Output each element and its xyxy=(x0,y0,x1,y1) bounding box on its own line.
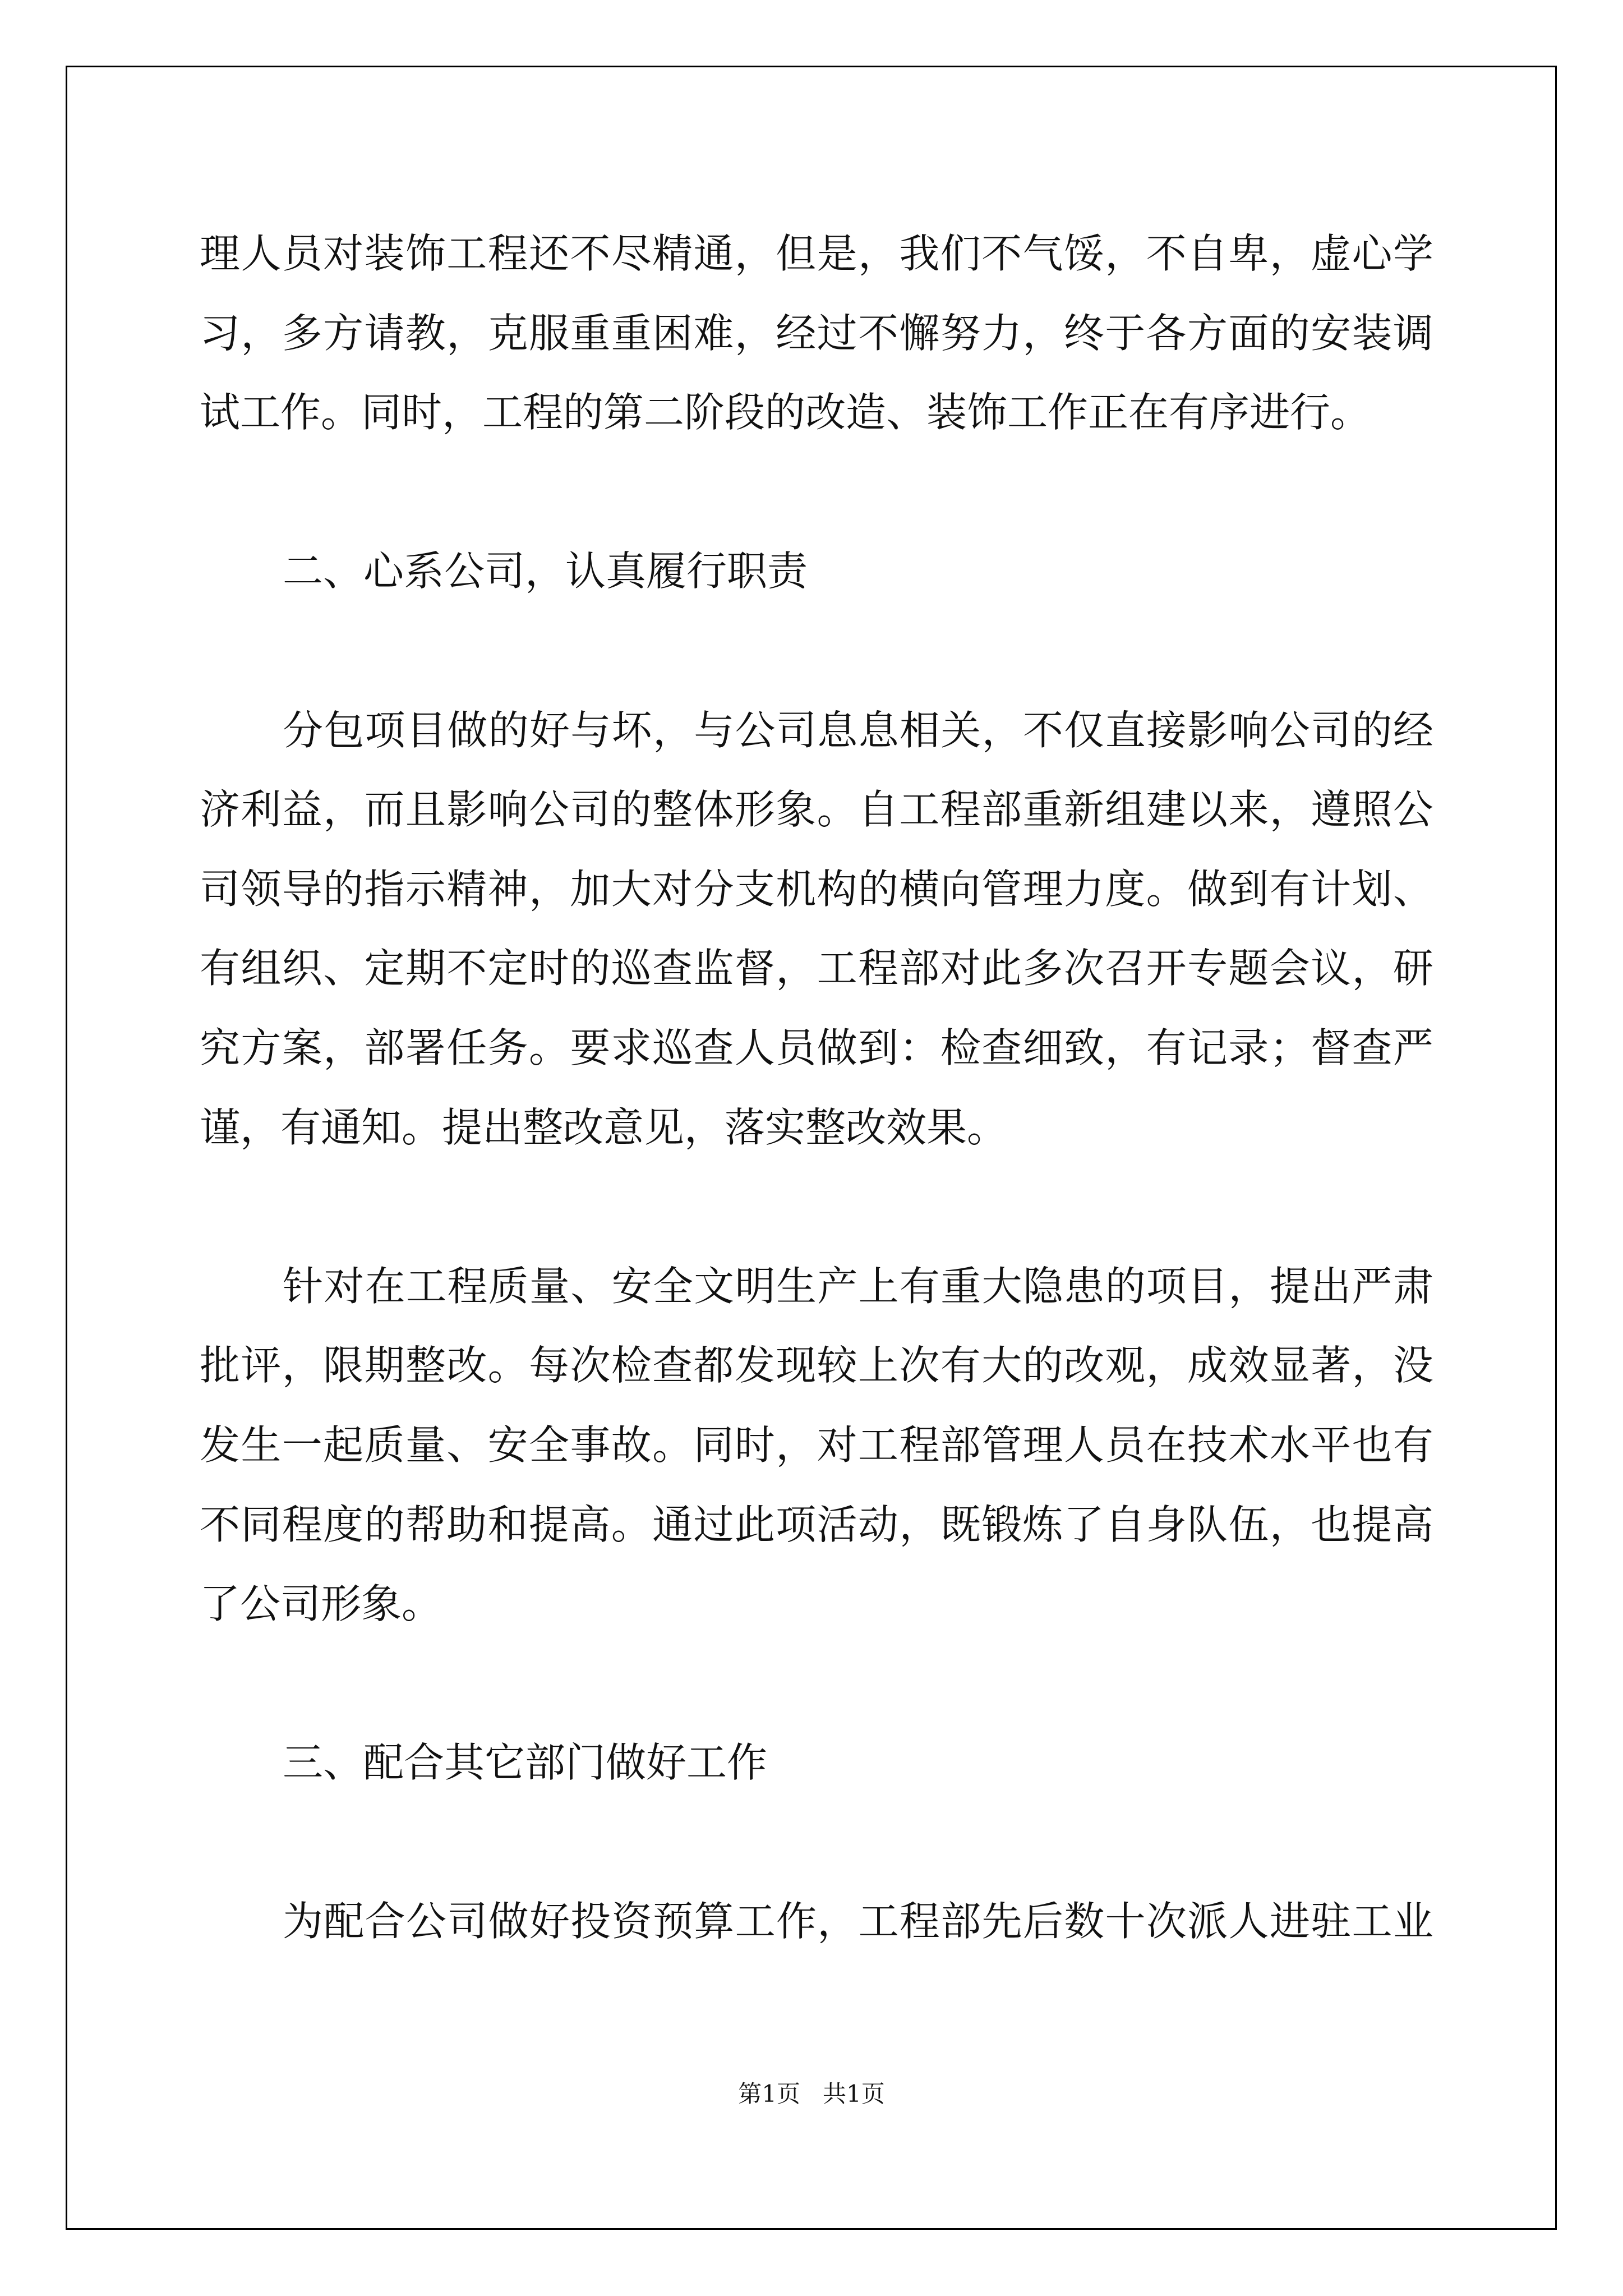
text-line: 针 对 在 工 程 质 量 、 安 全 文 明 生 产 上 有 重 大 隐 患 的 项 目 ， 提 出 严 肃 xyxy=(283,1262,1433,1310)
text-line: 理 人 员 对 装 饰 工 程 还 不 尽 精 通 ， 但 是 ， 我 们 不 气 馁 ， 不 自 卑 ， 虚 心 学 xyxy=(200,230,1433,277)
document-body xyxy=(200,214,1433,1962)
text-line: 济 利 益 ， 而 且 影 响 公 司 的 整 体 形 象 。 自 工 程 部 重 新 组 建 以 来 ， 遵 照 公 xyxy=(200,786,1433,834)
text-line: 不 同 程 度 的 帮 助 和 提 高 。 通 过 此 项 活 动 ， 既 锻 炼 了 自 身 队 伍 ， 也 提 高 xyxy=(200,1501,1433,1548)
text-line: 试工作。同时，工程的第二阶段的改造、装饰工作正在有序进行。 xyxy=(200,389,1371,436)
text-line: 批 评 ， 限 期 整 改 。 每 次 检 查 都 发 现 较 上 次 有 大 的 改 观 ， 成 效 显 著 ， 没 xyxy=(200,1342,1433,1389)
text-line: 习 ， 多 方 请 教 ， 克 服 重 重 困 难 ， 经 过 不 懈 努 力 ， 终 于 各 方 面 的 安 装 调 xyxy=(200,309,1433,357)
text-line: 了公司形象。 xyxy=(200,1580,442,1628)
text-line: 为 配 合 公 司 做 好 投 资 预 算 工 作 ， 工 程 部 先 后 数 十 次 派 人 进 驻 工 业 xyxy=(283,1898,1433,1945)
page-footer xyxy=(0,2076,1623,2109)
text-line: 分 包 项 目 做 的 好 与 坏 ， 与 公 司 息 息 相 关 ， 不 仅 直 接 影 响 公 司 的 经 xyxy=(283,706,1433,754)
text-line: 有 组 织 、 定 期 不 定 时 的 巡 查 监 督 ， 工 程 部 对 此 多 次 召 开 专 题 会 议 ， 研 xyxy=(200,945,1433,992)
text-line: 发 生 一 起 质 量 、 安 全 事 故 。 同 时 ， 对 工 程 部 管 理 人 员 在 技 术 水 平 也 有 xyxy=(200,1421,1433,1469)
section-heading: 二、心系公司，认真履行职责 xyxy=(283,547,808,595)
section-heading: 三、配合其它部门做好工作 xyxy=(283,1739,768,1787)
text-line: 究 方 案 ， 部 署 任 务 。 要 求 巡 查 人 员 做 到 ： 检 查 细 致 ， 有 记 录 ； 督 查 严 xyxy=(200,1024,1433,1071)
text-line: 谨，有通知。提出整改意见，落实整改效果。 xyxy=(200,1103,1008,1151)
page-number: 第1页 共1页 xyxy=(738,2080,885,2108)
text-line: 司 领 导 的 指 示 精 神 ， 加 大 对 分 支 机 构 的 横 向 管 理 力 度 。 做 到 有 计 划 、 xyxy=(200,865,1433,913)
